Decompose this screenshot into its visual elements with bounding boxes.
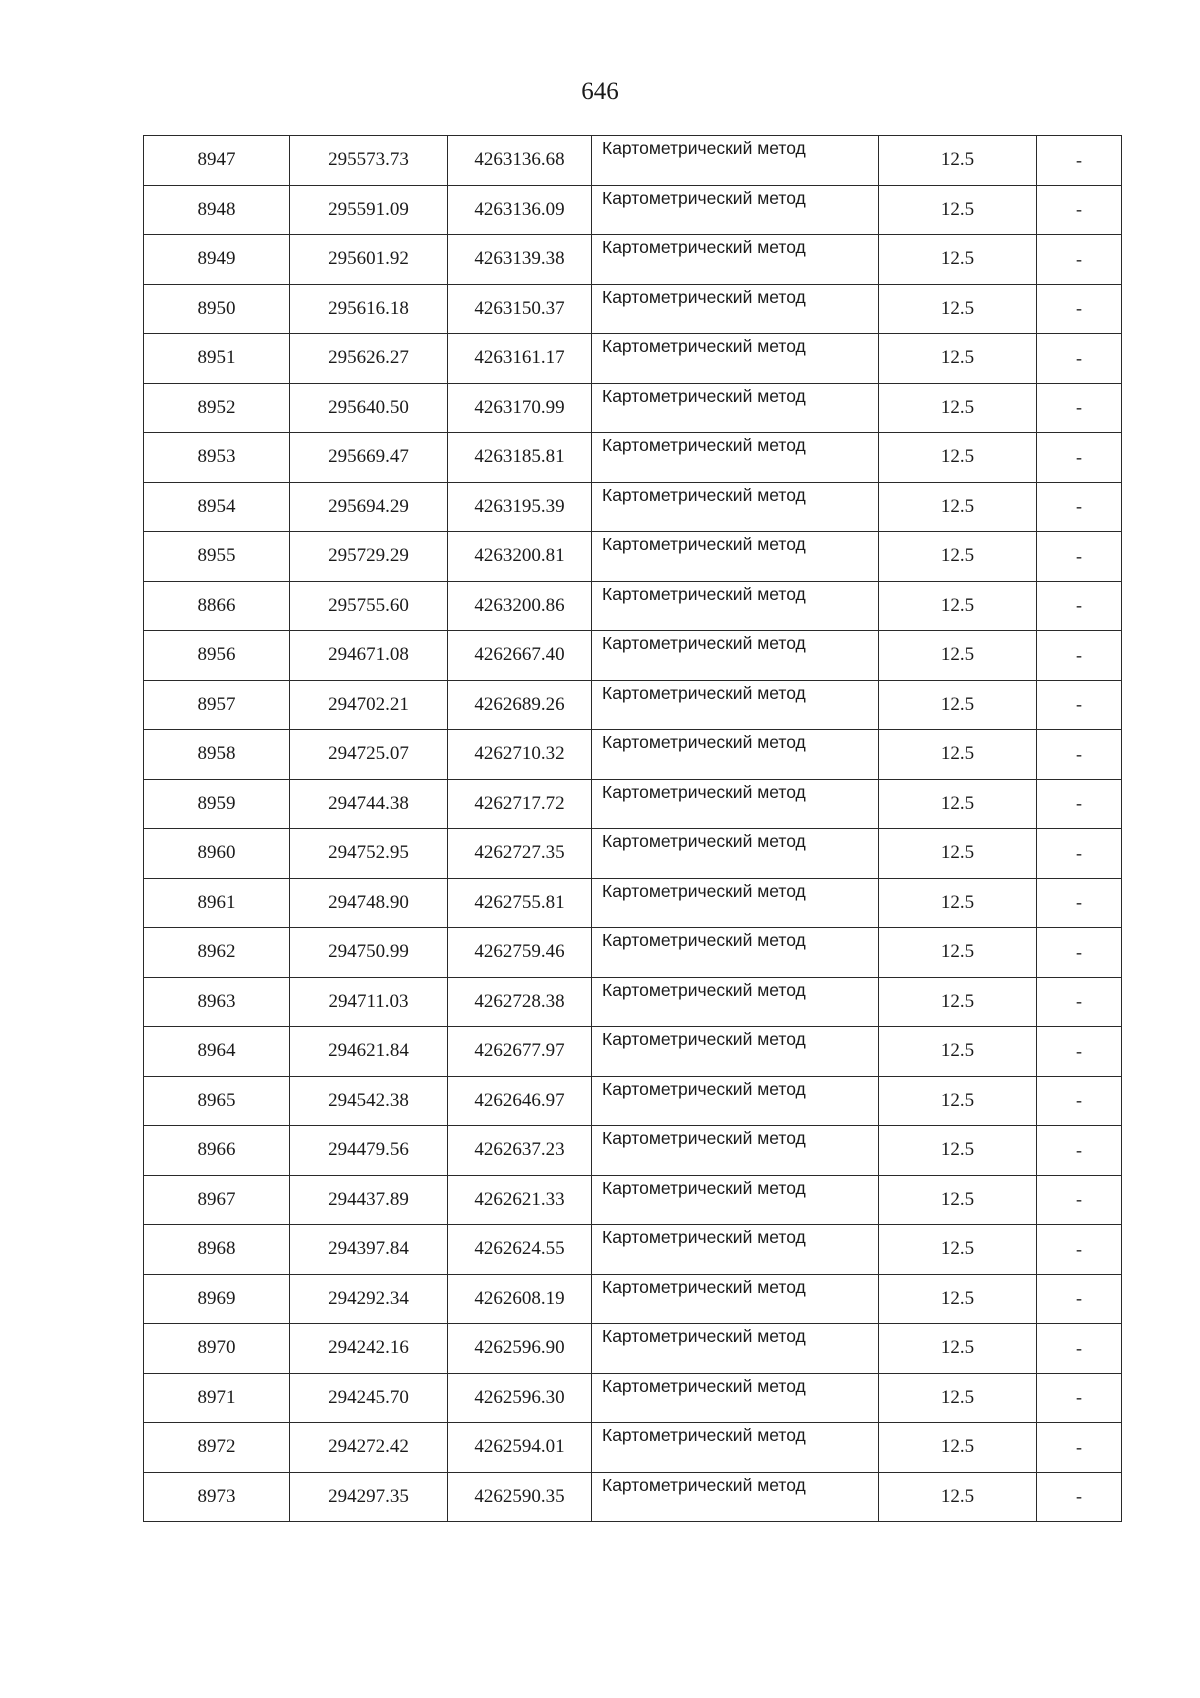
precision-cell: 12.5: [879, 928, 1037, 978]
point-number-cell: 8971: [144, 1373, 290, 1423]
precision-cell: 12.5: [879, 631, 1037, 681]
x-coordinate-cell: 295591.09: [290, 185, 448, 235]
note-cell: -: [1037, 581, 1122, 631]
precision-cell: 12.5: [879, 1027, 1037, 1077]
x-coordinate-cell: 294702.21: [290, 680, 448, 730]
table-row: [144, 1423, 1122, 1473]
precision-cell: 12.5: [879, 136, 1037, 186]
y-coordinate-cell: 4262667.40: [448, 631, 592, 681]
table-row: [144, 1126, 1122, 1176]
y-coordinate-cell: 4262621.33: [448, 1175, 592, 1225]
method-cell: Картометрический метод: [592, 779, 879, 829]
precision-cell: 12.5: [879, 829, 1037, 879]
x-coordinate-cell: 294297.35: [290, 1472, 448, 1522]
x-coordinate-cell: 295616.18: [290, 284, 448, 334]
point-number-cell: 8952: [144, 383, 290, 433]
y-coordinate-cell: 4263136.68: [448, 136, 592, 186]
y-coordinate-cell: 4262727.35: [448, 829, 592, 879]
y-coordinate-cell: 4263170.99: [448, 383, 592, 433]
precision-cell: 12.5: [879, 383, 1037, 433]
precision-cell: 12.5: [879, 1324, 1037, 1374]
method-cell: Картометрический метод: [592, 1126, 879, 1176]
method-cell: Картометрический метод: [592, 1225, 879, 1275]
point-number-cell: 8957: [144, 680, 290, 730]
method-cell: Картометрический метод: [592, 383, 879, 433]
x-coordinate-cell: 295694.29: [290, 482, 448, 532]
point-number-cell: 8960: [144, 829, 290, 879]
table-row: [144, 1274, 1122, 1324]
note-cell: -: [1037, 1423, 1122, 1473]
method-cell: Картометрический метод: [592, 1472, 879, 1522]
point-number-cell: 8966: [144, 1126, 290, 1176]
point-number-cell: 8956: [144, 631, 290, 681]
y-coordinate-cell: 4263161.17: [448, 334, 592, 384]
precision-cell: 12.5: [879, 235, 1037, 285]
y-coordinate-cell: 4262759.46: [448, 928, 592, 978]
method-cell: Картометрический метод: [592, 1274, 879, 1324]
table-row: [144, 928, 1122, 978]
note-cell: -: [1037, 532, 1122, 582]
note-cell: -: [1037, 631, 1122, 681]
x-coordinate-cell: 295755.60: [290, 581, 448, 631]
precision-cell: 12.5: [879, 680, 1037, 730]
table-row: [144, 284, 1122, 334]
note-cell: -: [1037, 185, 1122, 235]
method-cell: Картометрический метод: [592, 631, 879, 681]
note-cell: -: [1037, 680, 1122, 730]
point-number-cell: 8866: [144, 581, 290, 631]
table-row: [144, 383, 1122, 433]
x-coordinate-cell: 295601.92: [290, 235, 448, 285]
point-number-cell: 8967: [144, 1175, 290, 1225]
note-cell: -: [1037, 136, 1122, 186]
precision-cell: 12.5: [879, 878, 1037, 928]
method-cell: Картометрический метод: [592, 334, 879, 384]
y-coordinate-cell: 4262596.30: [448, 1373, 592, 1423]
precision-cell: 12.5: [879, 334, 1037, 384]
note-cell: -: [1037, 334, 1122, 384]
method-cell: Картометрический метод: [592, 1373, 879, 1423]
method-cell: Картометрический метод: [592, 185, 879, 235]
table-row: [144, 482, 1122, 532]
table-row: [144, 433, 1122, 483]
note-cell: -: [1037, 433, 1122, 483]
x-coordinate-cell: 294725.07: [290, 730, 448, 780]
method-cell: Картометрический метод: [592, 532, 879, 582]
method-cell: Картометрический метод: [592, 284, 879, 334]
precision-cell: 12.5: [879, 1423, 1037, 1473]
x-coordinate-cell: 294752.95: [290, 829, 448, 879]
y-coordinate-cell: 4262728.38: [448, 977, 592, 1027]
method-cell: Картометрический метод: [592, 1076, 879, 1126]
point-number-cell: 8951: [144, 334, 290, 384]
x-coordinate-cell: 295573.73: [290, 136, 448, 186]
x-coordinate-cell: 294621.84: [290, 1027, 448, 1077]
table-row: [144, 1225, 1122, 1275]
y-coordinate-cell: 4262677.97: [448, 1027, 592, 1077]
x-coordinate-cell: 294292.34: [290, 1274, 448, 1324]
method-cell: Картометрический метод: [592, 928, 879, 978]
method-cell: Картометрический метод: [592, 581, 879, 631]
y-coordinate-cell: 4262637.23: [448, 1126, 592, 1176]
point-number-cell: 8955: [144, 532, 290, 582]
method-cell: Картометрический метод: [592, 235, 879, 285]
y-coordinate-cell: 4263185.81: [448, 433, 592, 483]
x-coordinate-cell: 294242.16: [290, 1324, 448, 1374]
y-coordinate-cell: 4263139.38: [448, 235, 592, 285]
point-number-cell: 8947: [144, 136, 290, 186]
x-coordinate-cell: 294479.56: [290, 1126, 448, 1176]
coordinates-table: [143, 135, 1122, 1522]
method-cell: Картометрический метод: [592, 1027, 879, 1077]
precision-cell: 12.5: [879, 532, 1037, 582]
y-coordinate-cell: 4263195.39: [448, 482, 592, 532]
point-number-cell: 8961: [144, 878, 290, 928]
note-cell: -: [1037, 1076, 1122, 1126]
point-number-cell: 8973: [144, 1472, 290, 1522]
note-cell: -: [1037, 779, 1122, 829]
y-coordinate-cell: 4262717.72: [448, 779, 592, 829]
y-coordinate-cell: 4263200.81: [448, 532, 592, 582]
precision-cell: 12.5: [879, 1076, 1037, 1126]
table-row: [144, 532, 1122, 582]
x-coordinate-cell: 295729.29: [290, 532, 448, 582]
point-number-cell: 8958: [144, 730, 290, 780]
method-cell: Картометрический метод: [592, 482, 879, 532]
precision-cell: 12.5: [879, 779, 1037, 829]
page-number: 646: [581, 78, 619, 105]
table-row: [144, 136, 1122, 186]
note-cell: -: [1037, 1373, 1122, 1423]
note-cell: -: [1037, 1472, 1122, 1522]
table-row: [144, 829, 1122, 879]
point-number-cell: 8948: [144, 185, 290, 235]
y-coordinate-cell: 4263200.86: [448, 581, 592, 631]
point-number-cell: 8964: [144, 1027, 290, 1077]
point-number-cell: 8965: [144, 1076, 290, 1126]
point-number-cell: 8963: [144, 977, 290, 1027]
y-coordinate-cell: 4263150.37: [448, 284, 592, 334]
method-cell: Картометрический метод: [592, 1423, 879, 1473]
table-body: [144, 136, 1122, 1522]
x-coordinate-cell: 294397.84: [290, 1225, 448, 1275]
table-row: [144, 779, 1122, 829]
precision-cell: 12.5: [879, 482, 1037, 532]
point-number-cell: 8962: [144, 928, 290, 978]
method-cell: Картометрический метод: [592, 136, 879, 186]
method-cell: Картометрический метод: [592, 829, 879, 879]
y-coordinate-cell: 4262590.35: [448, 1472, 592, 1522]
x-coordinate-cell: 295640.50: [290, 383, 448, 433]
point-number-cell: 8953: [144, 433, 290, 483]
table-row: [144, 977, 1122, 1027]
y-coordinate-cell: 4262710.32: [448, 730, 592, 780]
point-number-cell: 8970: [144, 1324, 290, 1374]
y-coordinate-cell: 4262624.55: [448, 1225, 592, 1275]
x-coordinate-cell: 294744.38: [290, 779, 448, 829]
table-row: [144, 1076, 1122, 1126]
point-number-cell: 8954: [144, 482, 290, 532]
precision-cell: 12.5: [879, 581, 1037, 631]
y-coordinate-cell: 4262594.01: [448, 1423, 592, 1473]
precision-cell: 12.5: [879, 1225, 1037, 1275]
y-coordinate-cell: 4262755.81: [448, 878, 592, 928]
table-row: [144, 730, 1122, 780]
method-cell: Картометрический метод: [592, 730, 879, 780]
x-coordinate-cell: 294748.90: [290, 878, 448, 928]
table-row: [144, 1175, 1122, 1225]
table-row: [144, 631, 1122, 681]
note-cell: -: [1037, 829, 1122, 879]
x-coordinate-cell: 294671.08: [290, 631, 448, 681]
note-cell: -: [1037, 977, 1122, 1027]
y-coordinate-cell: 4263136.09: [448, 185, 592, 235]
method-cell: Картометрический метод: [592, 977, 879, 1027]
y-coordinate-cell: 4262689.26: [448, 680, 592, 730]
x-coordinate-cell: 294750.99: [290, 928, 448, 978]
point-number-cell: 8950: [144, 284, 290, 334]
note-cell: -: [1037, 383, 1122, 433]
table-row: [144, 185, 1122, 235]
note-cell: -: [1037, 1175, 1122, 1225]
point-number-cell: 8949: [144, 235, 290, 285]
x-coordinate-cell: 295626.27: [290, 334, 448, 384]
table-row: [144, 334, 1122, 384]
table-row: [144, 1373, 1122, 1423]
method-cell: Картометрический метод: [592, 1324, 879, 1374]
precision-cell: 12.5: [879, 284, 1037, 334]
note-cell: -: [1037, 730, 1122, 780]
x-coordinate-cell: 294437.89: [290, 1175, 448, 1225]
note-cell: -: [1037, 1225, 1122, 1275]
point-number-cell: 8972: [144, 1423, 290, 1473]
table-row: [144, 680, 1122, 730]
precision-cell: 12.5: [879, 977, 1037, 1027]
precision-cell: 12.5: [879, 433, 1037, 483]
precision-cell: 12.5: [879, 1472, 1037, 1522]
table-row: [144, 1472, 1122, 1522]
x-coordinate-cell: 295669.47: [290, 433, 448, 483]
point-number-cell: 8959: [144, 779, 290, 829]
note-cell: -: [1037, 235, 1122, 285]
note-cell: -: [1037, 1274, 1122, 1324]
note-cell: -: [1037, 1027, 1122, 1077]
y-coordinate-cell: 4262596.90: [448, 1324, 592, 1374]
precision-cell: 12.5: [879, 730, 1037, 780]
precision-cell: 12.5: [879, 185, 1037, 235]
point-number-cell: 8968: [144, 1225, 290, 1275]
table-row: [144, 1027, 1122, 1077]
x-coordinate-cell: 294245.70: [290, 1373, 448, 1423]
precision-cell: 12.5: [879, 1373, 1037, 1423]
note-cell: -: [1037, 928, 1122, 978]
method-cell: Картометрический метод: [592, 680, 879, 730]
precision-cell: 12.5: [879, 1175, 1037, 1225]
note-cell: -: [1037, 482, 1122, 532]
precision-cell: 12.5: [879, 1274, 1037, 1324]
table-row: [144, 581, 1122, 631]
y-coordinate-cell: 4262608.19: [448, 1274, 592, 1324]
method-cell: Картометрический метод: [592, 433, 879, 483]
x-coordinate-cell: 294542.38: [290, 1076, 448, 1126]
note-cell: -: [1037, 878, 1122, 928]
x-coordinate-cell: 294272.42: [290, 1423, 448, 1473]
note-cell: -: [1037, 1324, 1122, 1374]
precision-cell: 12.5: [879, 1126, 1037, 1176]
point-number-cell: 8969: [144, 1274, 290, 1324]
y-coordinate-cell: 4262646.97: [448, 1076, 592, 1126]
method-cell: Картометрический метод: [592, 878, 879, 928]
note-cell: -: [1037, 1126, 1122, 1176]
method-cell: Картометрический метод: [592, 1175, 879, 1225]
table-row: [144, 235, 1122, 285]
table-row: [144, 878, 1122, 928]
x-coordinate-cell: 294711.03: [290, 977, 448, 1027]
note-cell: -: [1037, 284, 1122, 334]
table-row: [144, 1324, 1122, 1374]
